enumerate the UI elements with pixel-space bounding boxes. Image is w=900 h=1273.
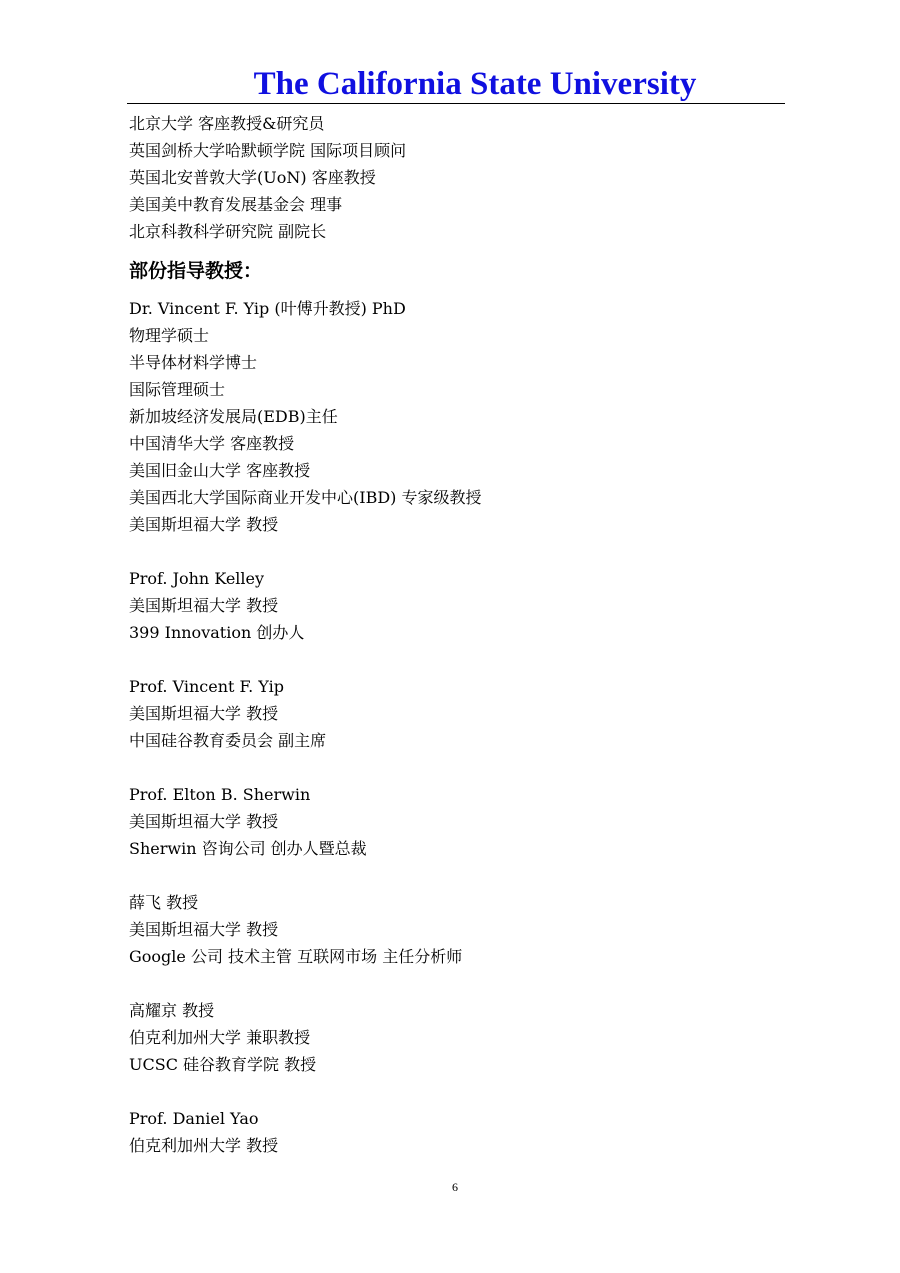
spacer (129, 970, 779, 997)
profile-line: Google 公司 技术主管 互联网市场 主任分析师 (129, 947, 463, 966)
document-body (129, 110, 779, 1159)
profile-block (129, 997, 779, 1078)
profile-line: Sherwin 咨询公司 创办人暨总裁 (129, 839, 367, 858)
header-divider (127, 103, 785, 104)
profile-name: Prof. John Kelley (129, 569, 265, 588)
intro-line: 北京大学 客座教授&研究员 (129, 114, 325, 133)
profile-line: 半导体材料学博士 (129, 353, 258, 372)
profile-name: Prof. Daniel Yao (129, 1109, 259, 1128)
spacer (129, 862, 779, 889)
section-heading-advisors: 部份指导教授： (129, 260, 263, 282)
profile-line: 伯克利加州大学 教授 (129, 1136, 279, 1155)
document-header-title: The California State University (253, 66, 697, 102)
profile-line: 物理学硕士 (129, 326, 210, 345)
profile-line: 国际管理硕士 (129, 380, 226, 399)
profile-line: 中国硅谷教育委员会 副主席 (129, 731, 327, 750)
profile-line: 美国斯坦福大学 教授 (129, 704, 279, 723)
profile-name: Dr. Vincent F. Yip (叶傅升教授) PhD (129, 299, 406, 318)
profile-line: 美国斯坦福大学 教授 (129, 920, 279, 939)
profile-line: 美国旧金山大学 客座教授 (129, 461, 311, 480)
profile-name: 高耀京 教授 (129, 1001, 215, 1020)
profile-block (129, 565, 779, 646)
intro-line: 英国北安普敦大学(UoN) 客座教授 (129, 168, 376, 187)
spacer (129, 1078, 779, 1105)
profile-name: Prof. Elton B. Sherwin (129, 785, 311, 804)
profile-line: 399 Innovation 创办人 (129, 623, 305, 642)
profile-name: Prof. Vincent F. Yip (129, 677, 284, 696)
profile-line: 新加坡经济发展局(EDB)主任 (129, 407, 338, 426)
profile-block (129, 295, 779, 538)
profile-line: 中国清华大学 客座教授 (129, 434, 295, 453)
profile-line: 美国斯坦福大学 教授 (129, 596, 279, 615)
page-number: 6 (452, 1180, 458, 1194)
profile-line: 美国斯坦福大学 教授 (129, 812, 279, 831)
profile-block (129, 673, 779, 754)
intro-line: 北京科教科学研究院 副院长 (129, 222, 327, 241)
profile-name: 薛飞 教授 (129, 893, 199, 912)
spacer (129, 646, 779, 673)
profile-block (129, 781, 779, 862)
profile-line: 美国斯坦福大学 教授 (129, 515, 279, 534)
profile-line: 美国西北大学国际商业开发中心(IBD) 专家级教授 (129, 488, 482, 507)
spacer (129, 538, 779, 565)
spacer (129, 754, 779, 781)
profile-line: 伯克利加州大学 兼职教授 (129, 1028, 311, 1047)
profile-block (129, 889, 779, 970)
profile-block (129, 1105, 779, 1159)
intro-line: 美国美中教育发展基金会 理事 (129, 195, 343, 214)
intro-line: 英国剑桥大学哈默顿学院 国际项目顾问 (129, 141, 407, 160)
profile-line: UCSC 硅谷教育学院 教授 (129, 1055, 317, 1074)
